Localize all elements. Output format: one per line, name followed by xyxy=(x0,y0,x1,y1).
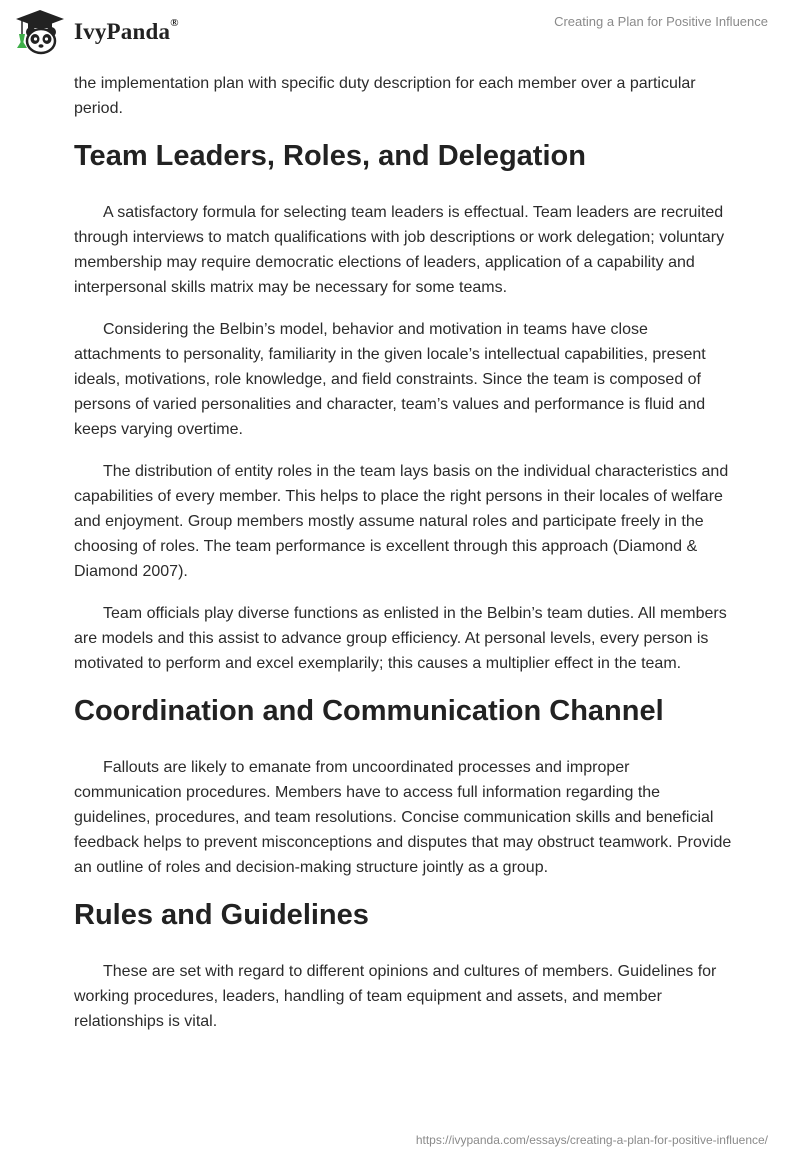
document-title: Creating a Plan for Positive Influence xyxy=(554,14,768,29)
panda-graduation-cap-icon xyxy=(14,8,68,56)
paragraph: These are set with regard to different opinions and cultures of members. Guidelines for working procedures, leaders, handling of team equipment and assets, and member relationships is vital. xyxy=(74,963,717,1030)
page-header xyxy=(0,0,800,64)
source-url-link[interactable]: https://ivypanda.com/essays/creating-a-plan-for-positive-influence/ xyxy=(415,1133,768,1147)
section-heading-team-leaders: Team Leaders, Roles, and Delegation xyxy=(74,140,586,172)
intro-paragraph: the implementation plan with specific duty description for each member over a particular period. xyxy=(74,75,696,117)
paragraph: A satisfactory formula for selecting team leaders is effectual. Team leaders are recruited through interviews to match qualifications with job descriptions or work delegation; voluntary membership may require democratic elections of leaders, application of a capability and interpersonal skills matrix may be necessary for some teams. xyxy=(74,204,725,296)
section-heading-rules: Rules and Guidelines xyxy=(74,899,369,931)
brand-name: IvyPanda® xyxy=(74,17,179,44)
paragraph: Team officials play diverse functions as enlisted in the Belbin’s team duties. All members are models and this assist to advance group efficiency. At personal levels, every person is motivated to perform and excel exemplarily; this causes a multiplier effect in the team. xyxy=(74,605,727,672)
section-heading-coordination: Coordination and Communication Channel xyxy=(74,695,664,727)
paragraph: Considering the Belbin’s model, behavior and motivation in teams have close attachments to personality, familiarity in the given locale’s intellectual capabilities, present ideals, motivations, role knowledge, and field constraints. Since the team is composed of persons of varied personalities and character, team’s values and performance is fluid and keeps varying overtime. xyxy=(74,321,706,438)
paragraph: The distribution of entity roles in the team lays basis on the individual characteristics and capabilities of every member. This helps to place the right persons in their locales of welfare and enjoyment. Group members mostly assume natural roles and participate freely in the choosing of roles. The team performance is excellent through this approach (Diamond & Diamond 2007). xyxy=(74,463,729,580)
ivypanda-logo[interactable] xyxy=(14,8,179,56)
paragraph: Fallouts are likely to emanate from uncoordinated processes and improper communication procedures. Members have to access full information regarding the guidelines, procedures, and team resolutions. Concise communication skills and beneficial feedback helps to prevent misconceptions and disputes that may obstruct teamwork. Provide an outline of roles and decision-making structure jointly as a group. xyxy=(74,759,732,876)
essay-content xyxy=(74,71,734,1051)
